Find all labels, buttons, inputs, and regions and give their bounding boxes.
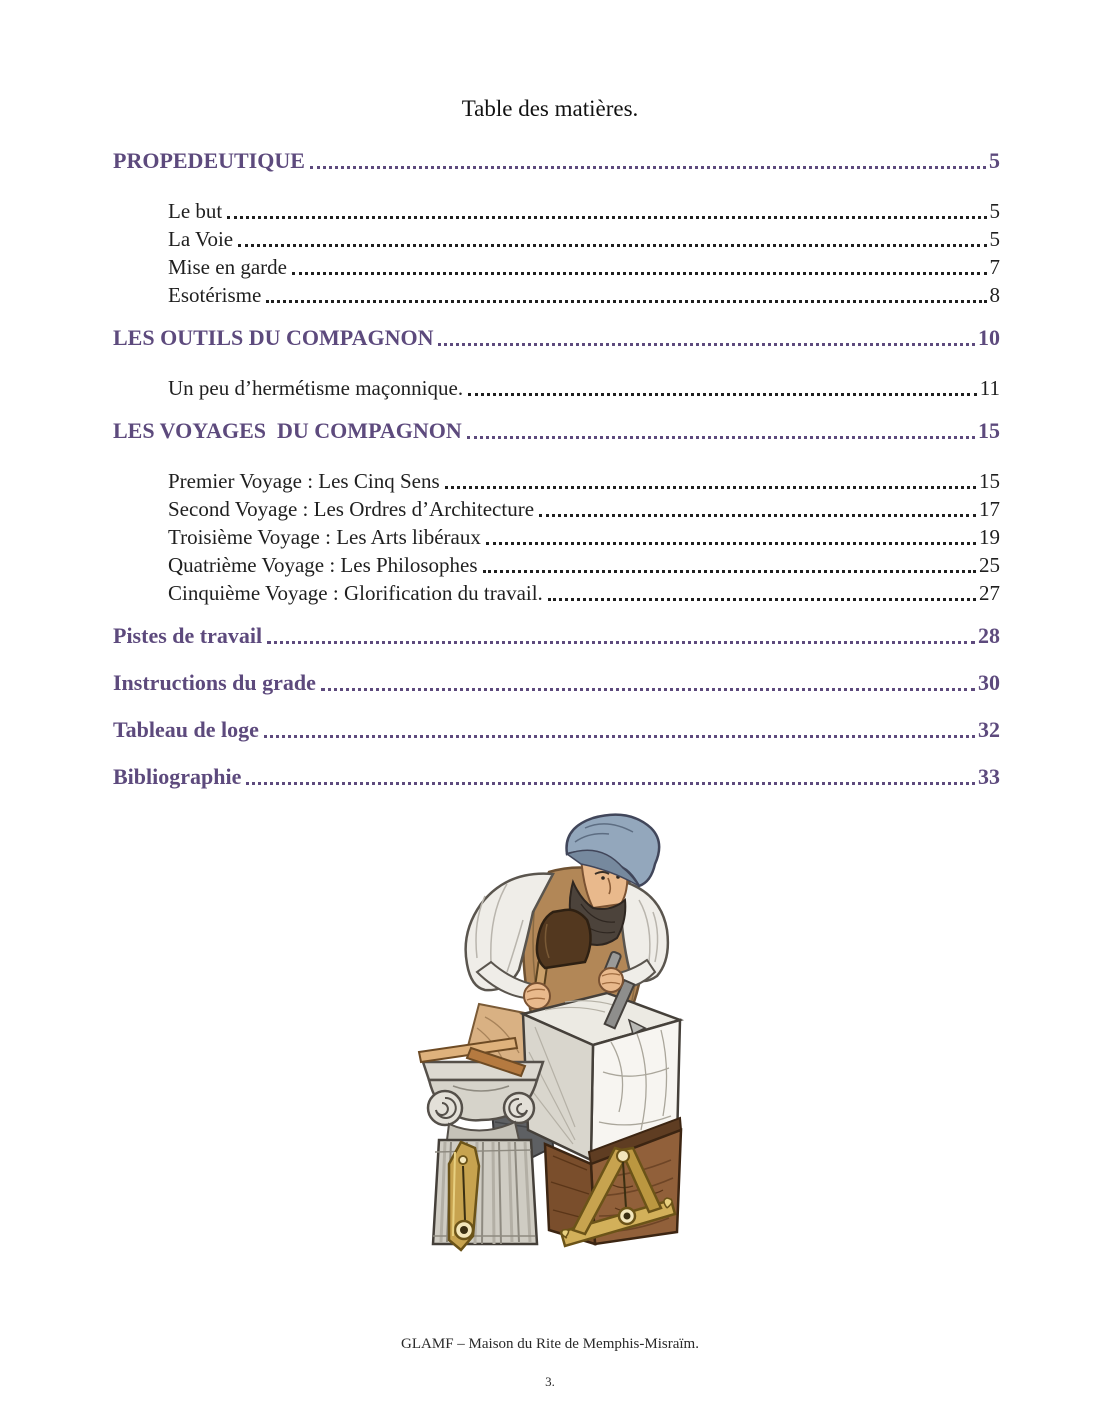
toc-entry-label: Troisième Voyage : Les Arts libéraux — [168, 525, 481, 549]
toc-dot-leader — [266, 300, 986, 303]
toc-entry-label: Quatrième Voyage : Les Philosophes — [168, 553, 478, 577]
toc-entry — [113, 252, 1000, 280]
footer-line: GLAMF – Maison du Rite de Memphis-Misraïm. — [401, 1336, 699, 1352]
toc-entry — [113, 325, 1000, 351]
toc-dot-leader — [292, 272, 987, 275]
toc-entry — [113, 764, 1000, 790]
toc-entry-label: Instructions du grade — [113, 670, 316, 695]
toc-dot-leader — [539, 514, 976, 517]
toc-entry-label: Tableau de loge — [113, 717, 259, 742]
toc-entry-label: Second Voyage : Les Ordres d’Architecture — [168, 497, 535, 521]
toc-entry — [113, 494, 1000, 522]
toc-entry — [113, 717, 1000, 743]
toc-entry-label: Esotérisme — [168, 283, 262, 307]
toc-dot-leader — [321, 688, 975, 691]
toc-entry-page-number: 10 — [978, 325, 1000, 350]
toc-entry-label: Un peu d’hermétisme maçonnique. — [168, 376, 464, 400]
stonemason-right-hand — [524, 983, 550, 1009]
toc-entry — [113, 670, 1000, 696]
ionic-column — [423, 1062, 543, 1244]
toc-entry-page-number: 5 — [989, 199, 1000, 223]
toc-entry-page-number: 7 — [989, 255, 1000, 279]
toc-dot-leader — [483, 570, 976, 573]
toc-entry-page-number: 15 — [978, 418, 1000, 443]
toc-entry-label: La Voie — [168, 227, 234, 251]
toc-entry — [113, 550, 1000, 578]
toc-dot-leader — [310, 166, 986, 169]
toc-entry-page-number: 8 — [989, 283, 1000, 307]
toc-entry-page-number: 27 — [979, 581, 1000, 605]
toc-list — [113, 148, 1000, 790]
toc-entry-label: LES VOYAGES DU COMPAGNON — [113, 418, 462, 443]
toc-entry-label: PROPEDEUTIQUE — [113, 148, 305, 173]
toc-dot-leader — [264, 735, 975, 738]
toc-dot-leader — [246, 782, 975, 785]
toc-dot-leader — [468, 393, 977, 396]
toc-dot-leader — [548, 598, 976, 601]
toc-entry-page-number: 19 — [979, 525, 1000, 549]
toc-entry-label: Cinquième Voyage : Glorification du travail. — [168, 581, 543, 605]
toc-entry — [113, 373, 1000, 401]
toc-entry-label: Le but — [168, 199, 223, 223]
toc-entry-label: Premier Voyage : Les Cinq Sens — [168, 469, 440, 493]
toc-entry-label: Pistes de travail — [113, 623, 263, 648]
toc-entry — [113, 623, 1000, 649]
toc-entry-page-number: 33 — [978, 764, 1000, 789]
page-title: Table des matières. — [461, 96, 639, 121]
toc-entry — [113, 522, 1000, 550]
toc-entry-page-number: 30 — [978, 670, 1000, 695]
toc-dot-leader — [227, 216, 986, 219]
stonemason-left-hand — [599, 968, 623, 992]
volute-left — [428, 1091, 462, 1125]
page-number: 3. — [545, 1374, 555, 1389]
toc-entry-page-number: 15 — [979, 469, 1000, 493]
toc-entry-page-number: 32 — [978, 717, 1000, 742]
toc-entry-page-number: 5 — [989, 227, 1000, 251]
toc-entry-page-number: 11 — [979, 376, 1000, 400]
toc-entry-label: Mise en garde — [168, 255, 287, 279]
toc-entry — [113, 196, 1000, 224]
toc-entry-label: Bibliographie — [113, 764, 242, 789]
toc-dot-leader — [238, 244, 986, 247]
toc-entry-page-number: 17 — [979, 497, 1000, 521]
toc-dot-leader — [486, 542, 976, 545]
toc-entry-page-number: 5 — [989, 148, 1000, 173]
toc-dot-leader — [467, 436, 975, 439]
toc-dot-leader — [438, 343, 975, 346]
toc-entry — [113, 418, 1000, 444]
stonemason-illustration — [415, 812, 685, 1257]
toc-entry — [113, 224, 1000, 252]
toc-entry — [113, 578, 1000, 606]
toc-entry-label: LES OUTILS DU COMPAGNON — [113, 325, 434, 350]
toc-entry — [113, 148, 1000, 174]
toc-entry — [113, 280, 1000, 308]
toc-entry-page-number: 25 — [979, 553, 1000, 577]
toc-entry-page-number: 28 — [978, 623, 1000, 648]
toc-dot-leader — [445, 486, 976, 489]
toc-dot-leader — [267, 641, 975, 644]
toc-entry — [113, 466, 1000, 494]
